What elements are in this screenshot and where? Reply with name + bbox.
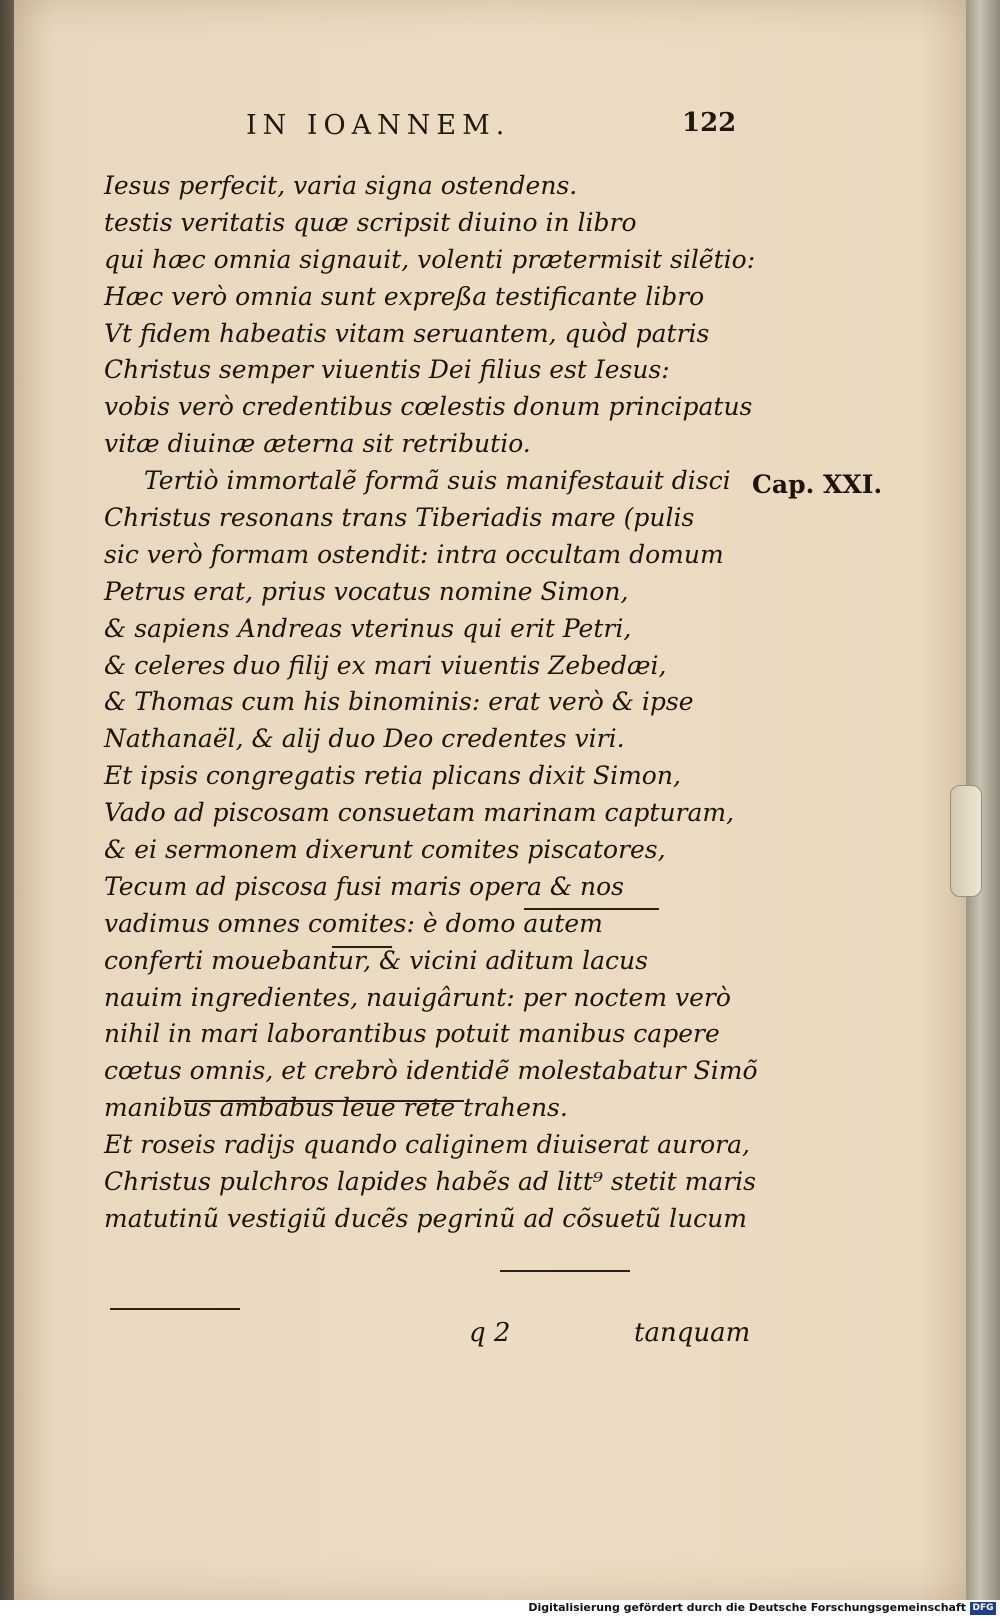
handwritten-underline <box>524 908 659 910</box>
text-line: Christus resonans trans Tiberiadis mare (pulis <box>104 503 695 533</box>
verse-text <box>104 168 824 1238</box>
running-title: IN IOANNEM. <box>246 110 511 141</box>
text-line: & Thomas cum his binominis: erat verò & ipse <box>104 687 694 717</box>
book-page <box>14 0 978 1600</box>
page-header <box>14 110 978 146</box>
text-line: & ei sermonem dixerunt comites piscatores, <box>104 835 666 865</box>
text-line: Et roseis radijs quando caliginem diuiserat aurora, <box>104 1130 750 1160</box>
text-line: vadimus omnes comites: è domo autem <box>104 908 603 938</box>
dfg-logo-icon: DFG <box>970 1602 996 1615</box>
funding-credit: Digitalisierung gefördert durch die Deutsche Forschungsgemeinschaft <box>528 1601 966 1614</box>
clasp-tab <box>950 785 982 897</box>
handwritten-underline <box>332 946 392 948</box>
catchword: tanquam <box>634 1318 751 1348</box>
text-line: conferti mouebantur, & vicini aditum lacus <box>104 945 648 975</box>
text-line: Christus pulchros lapides habẽs ad litt⁹ stetit maris <box>104 1167 756 1197</box>
text-line: Vado ad piscosam consuetam marinam capturam, <box>104 798 735 828</box>
text-line: qui hæc omnia signauit, volenti prætermisit silẽtio: <box>104 244 756 274</box>
marginal-chapter-note: Cap. XXI. <box>752 470 883 499</box>
text-line: Christus semper viuentis Dei filius est Iesus: <box>104 355 670 385</box>
text-line: cœtus omnis, et crebrò identidẽ molestabatur Simõ <box>104 1056 758 1086</box>
text-line: Vt fidem habeatis vitam seruantem, quòd patris <box>104 318 710 348</box>
text-line: & sapiens Andreas vterinus qui erit Petri, <box>104 613 632 643</box>
text-line: Iesus perfecit, varia signa ostendens. <box>104 171 578 200</box>
signature-mark: q 2 <box>469 1318 511 1348</box>
text-line: sic verò formam ostendit: intra occultam domum <box>104 539 724 569</box>
text-line: & celeres duo filij ex mari viuentis Zebedæi, <box>104 650 667 680</box>
text-line: nihil in mari laborantibus potuit manibus capere <box>104 1019 720 1049</box>
text-line: nauim ingredientes, nauigârunt: per noctem verò <box>104 982 731 1012</box>
text-line: vitæ diuinæ æterna sit retributio. <box>104 429 531 459</box>
handwritten-underline <box>184 1100 464 1102</box>
text-line: matutinũ vestigiũ ducẽs pegrinũ ad cõsuetũ lucum <box>104 1203 747 1233</box>
text-line: testis veritatis quæ scripsit diuino in libro <box>104 207 637 237</box>
handwritten-underline <box>500 1270 630 1272</box>
page-foot <box>14 1318 978 1358</box>
handwritten-underline <box>110 1308 240 1310</box>
folio-number: 122 <box>682 108 737 138</box>
text-line: manibus ambabus leue rete trahens. <box>104 1093 568 1123</box>
text-line: Nathanaël, & alij duo Deo credentes viri. <box>104 724 625 754</box>
text-line: Hæc verò omnia sunt expreßa testificante libro <box>104 281 705 311</box>
text-line: Tertiò immortalẽ formã suis manifestauit disci <box>144 466 731 496</box>
digitization-footer <box>0 1600 1000 1618</box>
text-line: Tecum ad piscosa fusi maris opera & nos <box>104 871 624 901</box>
text-line: Et ipsis congregatis retia plicans dixit Simon, <box>104 761 681 791</box>
text-line: vobis verò credentibus cœlestis donum principatus <box>104 392 753 422</box>
text-line: Petrus erat, prius vocatus nomine Simon, <box>104 576 629 606</box>
